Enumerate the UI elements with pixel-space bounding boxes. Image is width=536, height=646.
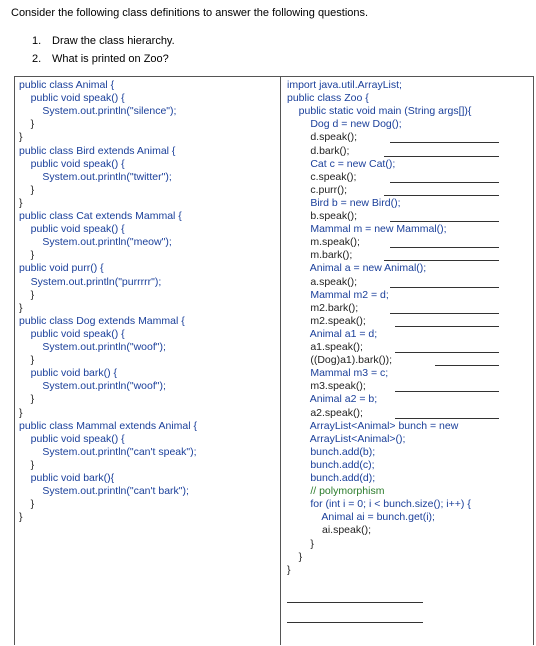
right-code-line: a1.speak(); [287, 341, 363, 353]
right-code-line: m.bark(); [287, 249, 353, 262]
left-code-line: } [19, 393, 35, 406]
column-divider [280, 77, 281, 645]
left-code-line: public void bark(){ [19, 472, 115, 484]
right-code-line: public class Zoo { [287, 92, 369, 105]
left-code-line: public void speak() { [19, 432, 125, 445]
right-code-line: import java.util.ArrayList; [287, 79, 402, 91]
left-code-line: public class Bird extends Animal { [19, 144, 176, 157]
answer-blank[interactable] [287, 622, 423, 623]
right-code-line: } [287, 537, 314, 550]
answer-blank[interactable] [384, 260, 499, 261]
left-code-line: System.out.println("meow"); [19, 236, 172, 249]
answer-blank[interactable] [390, 182, 499, 183]
left-code-line: System.out.println("can't bark"); [19, 485, 189, 498]
right-code-line: Animal a = new Animal(); [287, 262, 427, 275]
left-code-line: } [19, 131, 23, 144]
right-code-line: bunch.add(b); [287, 445, 376, 458]
answer-blank[interactable] [390, 221, 499, 222]
answer-blank[interactable] [395, 391, 499, 392]
left-code-line: public void speak() { [19, 223, 125, 236]
right-code-line: ArrayList<Animal> bunch = new [287, 419, 459, 432]
left-code-line: public class Dog extends Mammal { [19, 314, 185, 327]
left-code-line: } [19, 183, 35, 196]
left-code-line: } [19, 406, 23, 419]
right-code-line: d.speak(); [287, 131, 358, 144]
right-code-line: Mammal m2 = d; [287, 288, 389, 301]
right-code-line: Animal a2 = b; [287, 393, 378, 406]
right-code-line: m3.speak(); [287, 380, 366, 393]
left-code-line: System.out.println("purrrrr"); [19, 275, 162, 288]
right-code-line: Animal ai = bunch.get(i); [287, 511, 435, 524]
answer-blank[interactable] [390, 313, 499, 314]
answer-blank[interactable] [395, 326, 499, 327]
left-code-line: System.out.println("woof"); [19, 341, 166, 353]
right-code-line: m2.bark(); [287, 301, 359, 314]
right-code-line: m2.speak(); [287, 314, 366, 327]
code-table [14, 76, 534, 645]
right-code-line: d.bark(); [287, 144, 350, 157]
left-code-line: public class Cat extends Mammal { [19, 210, 182, 222]
right-code-line: a.speak(); [287, 275, 358, 288]
right-code-line: // polymorphism [287, 485, 385, 498]
left-code-line: public void bark() { [19, 367, 118, 380]
right-code-line: c.speak(); [287, 170, 357, 183]
left-code-line: System.out.println("woof"); [19, 380, 166, 393]
intro-text: Consider the following class definitions to answer the following questions. [11, 7, 369, 19]
right-code-line: ArrayList<Animal>(); [287, 432, 406, 445]
question-1: 1. Draw the class hierarchy. [32, 35, 175, 47]
answer-blank[interactable] [390, 247, 499, 248]
left-code-line: public void speak() { [19, 92, 125, 105]
left-code-line: } [19, 354, 35, 367]
answer-blank[interactable] [390, 287, 499, 288]
right-code-line: Dog d = new Dog(); [287, 118, 402, 131]
answer-blank[interactable] [384, 195, 499, 196]
right-code-line: Mammal m = new Mammal(); [287, 223, 447, 236]
left-code-line: public class Mammal extends Animal { [19, 419, 197, 432]
answer-blank[interactable] [395, 352, 499, 353]
right-code-line: c.purr(); [287, 183, 348, 196]
right-code-line: ai.speak(); [287, 524, 372, 537]
left-code-line: public void speak() { [19, 157, 125, 170]
left-code-line: } [19, 458, 35, 471]
right-code-line: b.speak(); [287, 210, 358, 222]
right-code-line: Animal a1 = d; [287, 327, 378, 340]
right-code-line: bunch.add(d); [287, 472, 376, 484]
right-code-line: Bird b = new Bird(); [287, 196, 401, 209]
left-code-line: } [19, 288, 35, 301]
right-code-line: Cat c = new Cat(); [287, 157, 396, 170]
left-code-line: public class Animal { [19, 79, 115, 91]
answer-blank[interactable] [384, 156, 499, 157]
left-code-line: public void purr() { [19, 262, 104, 275]
right-code-line: a2.speak(); [287, 406, 363, 419]
left-code-line: public void speak() { [19, 327, 125, 340]
left-code-line: } [19, 118, 35, 131]
left-code-line: } [19, 301, 23, 314]
answer-blank[interactable] [390, 142, 499, 143]
left-code-line: } [19, 498, 35, 511]
question-2: 2. What is printed on Zoo? [32, 53, 169, 65]
right-code-line: bunch.add(c); [287, 458, 375, 471]
right-code-line: Mammal m3 = c; [287, 367, 389, 380]
left-code-line: System.out.println("silence"); [19, 105, 177, 118]
answer-blank[interactable] [287, 602, 423, 603]
right-code-line: for (int i = 0; i < bunch.size(); i++) { [287, 498, 471, 511]
left-code-line: System.out.println("can't speak"); [19, 445, 197, 458]
left-code-line: } [19, 196, 23, 209]
answer-blank[interactable] [395, 418, 499, 419]
right-code-line: public static void main (String args[]){ [287, 105, 472, 118]
right-code-line: m.speak(); [287, 236, 360, 249]
left-code-line: } [19, 511, 23, 524]
left-code-line: System.out.println("twitter"); [19, 170, 172, 183]
left-code-line: } [19, 249, 35, 262]
right-code-line: } [287, 550, 303, 563]
right-code-line: ((Dog)a1).bark()); [287, 354, 393, 367]
answer-blank[interactable] [435, 365, 499, 366]
right-code-line: } [287, 563, 291, 576]
